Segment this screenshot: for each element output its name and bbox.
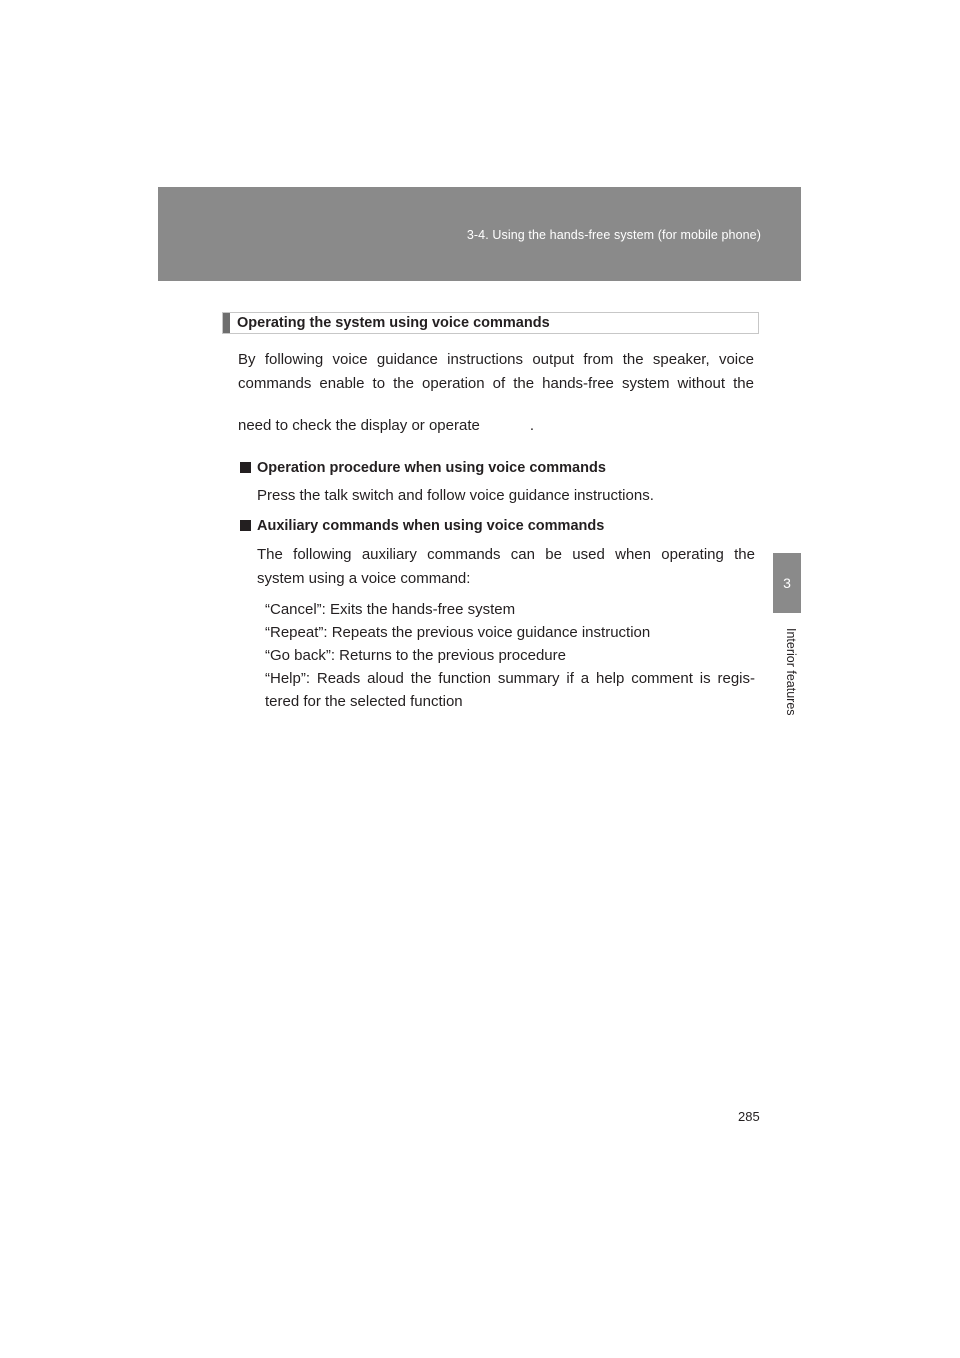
command-item-help-continued: tered for the selected function — [265, 693, 463, 710]
chapter-number-tab: 3 — [773, 553, 801, 613]
auxiliary-command-list — [265, 598, 755, 713]
intro-line: commands enable to the operation of the hands-free system without the — [238, 375, 754, 392]
subsection-heading-text: Auxiliary commands when using voice commands — [257, 518, 605, 534]
command-item-cancel: “Cancel”: Exits the hands-free system — [265, 601, 516, 618]
chapter-label: Interior features — [784, 628, 798, 716]
subsection-body-line: The following auxiliary commands can be used when operating the — [257, 546, 755, 563]
intro-line: need to check the display or operate . — [238, 417, 535, 434]
subsection-heading-auxiliary — [240, 518, 604, 534]
square-bullet-icon — [240, 462, 251, 473]
intro-line: By following voice guidance instructions output from the speaker, voice — [238, 351, 754, 368]
header-band — [158, 187, 801, 281]
intro-paragraph — [238, 348, 754, 438]
subsection-body-auxiliary — [257, 543, 755, 591]
subsection-heading-text: Operation procedure when using voice commands — [257, 460, 606, 476]
command-item-repeat: “Repeat”: Repeats the previous voice guidance instruction — [265, 624, 651, 641]
section-title-box — [222, 312, 759, 334]
section-title: Operating the system using voice commands — [237, 315, 550, 331]
command-item-go-back: “Go back”: Returns to the previous procedure — [265, 647, 566, 664]
header-title: 3-4. Using the hands-free system (for mobile phone) — [466, 228, 761, 242]
subsection-body-line: Press the talk switch and follow voice guidance instructions. — [257, 487, 654, 504]
subsection-body-line: system using a voice command: — [257, 570, 471, 587]
section-marker — [223, 313, 230, 333]
square-bullet-icon — [240, 520, 251, 531]
subsection-heading-operation — [240, 460, 606, 476]
subsection-body-operation — [257, 484, 755, 508]
page-number: 285 — [738, 1109, 760, 1124]
command-item-help: “Help”: Reads aloud the function summary if a help comment is regis- — [265, 670, 755, 687]
